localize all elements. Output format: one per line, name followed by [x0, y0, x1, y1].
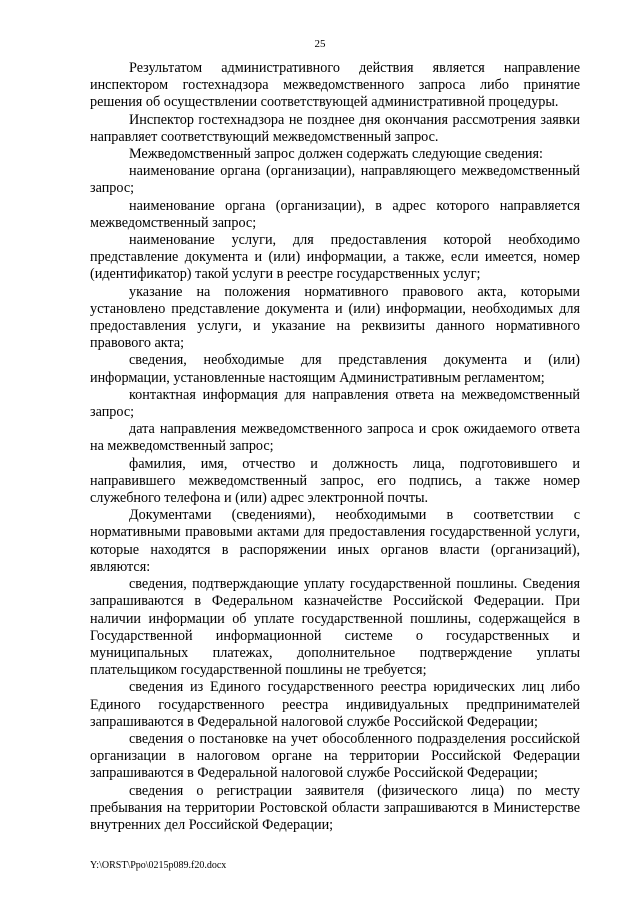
paragraph: сведения о регистрации заявителя (физического лица) по месту пребывания на территории Ростовской области запрашиваются в Министерстве внутренних дел Российской Федерации;	[90, 782, 580, 833]
paragraph: сведения, подтверждающие уплату государственной пошлины. Сведения запрашиваются в Федеральном казначействе Российской Федерации. При наличии информации об уплате государственной пошлины, содержащейся в Государственной информационной системе о государственных и муниципальных платежах, дополнительное подтверждение уплаты плательщиком государственной пошлины не требуется;	[90, 576, 580, 679]
paragraph: Документами (сведениями), необходимыми в соответствии с нормативными правовыми актами для предоставления государственной услуги, которые находятся в распоряжении иных органов власти (организаций), являются:	[90, 507, 580, 575]
document-body	[90, 60, 580, 834]
paragraph: контактная информация для направления ответа на межведомственный запрос;	[90, 386, 580, 421]
paragraph: наименование органа (организации), направляющего межведомственный запрос;	[90, 163, 580, 197]
paragraph: дата направления межведомственного запроса и срок ожидаемого ответа на межведомственный запрос;	[90, 421, 580, 455]
footer-file-path: Y:\ORST\Ppo\0215p089.f20.docx	[90, 860, 227, 871]
paragraph: Результатом административного действия является направление инспектором гостехнадзора межведомственного запроса либо принятие решения об осуществлении соответствующей административной процедуры.	[90, 60, 580, 111]
paragraph: фамилия, имя, отчество и должность лица, подготовившего и направившего межведомственный запрос, его подпись, а также номер служебного телефона и (или) адрес электронной почты.	[90, 455, 580, 507]
paragraph: сведения о постановке на учет обособленного подразделения российской организации в налоговом органе на территории Российской Федерации запрашиваются в Федеральной налоговой службе Российской Федерации;	[90, 730, 580, 782]
paragraph: Инспектор гостехнадзора не позднее дня окончания рассмотрения заявки направляет соответствующий межведомственный запрос.	[90, 111, 580, 145]
paragraph: сведения, необходимые для представления документа и (или) информации, установленные настоящим Административным регламентом;	[90, 352, 580, 386]
paragraph: сведения из Единого государственного реестра юридических лиц либо Единого государственного реестра индивидуальных предпринимателей запрашиваются в Федеральной налоговой службе Российской Федерации;	[90, 679, 580, 730]
paragraph: указание на положения нормативного правового акта, которыми установлено представление документа и (или) информации, необходимых для предоставления услуги, и указание на реквизиты данного нормативного правового акта;	[90, 283, 580, 352]
paragraph: наименование органа (организации), в адрес которого направляется межведомственный запрос;	[90, 197, 580, 231]
paragraph: наименование услуги, для предоставления которой необходимо представление документа и (или) информации, а также, если имеется, номер (идентификатор) такой услуги в реестре государственных услуг;	[90, 232, 580, 283]
paragraph: Межведомственный запрос должен содержать следующие сведения:	[129, 146, 543, 163]
page-number: 25	[314, 38, 326, 50]
